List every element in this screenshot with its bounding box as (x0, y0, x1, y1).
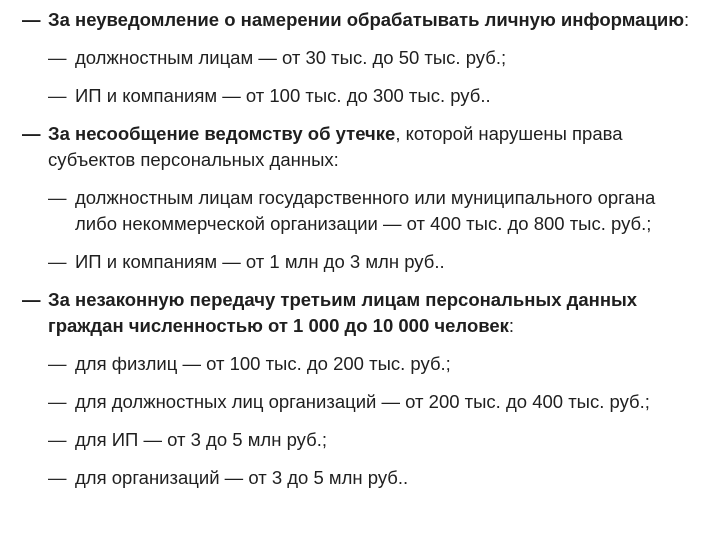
list-item-text (48, 7, 697, 33)
list-item-text (48, 121, 697, 173)
list-dash: — (22, 123, 41, 144)
sublist-item-text: должностным лицам государственного или муниципального органа либо некоммерческой организации — от 400 тыс. до 800 тыс. руб.; (75, 187, 656, 234)
sublist-item (0, 351, 711, 377)
sublist (0, 45, 711, 109)
sublist (0, 351, 711, 491)
list-item (0, 7, 711, 33)
list-group (0, 121, 711, 275)
list-item-bold-text: За незаконную передачу третьим лицам персональных данных граждан численностью от 1 000 до 10 000 человек (48, 289, 638, 336)
list-item-rest-text: , которой нарушены права субъектов персональных данных: (48, 123, 623, 170)
sublist-dash: — (48, 47, 67, 68)
sublist-item (0, 185, 711, 237)
sublist-item (0, 45, 711, 71)
sublist-item (0, 427, 711, 453)
list-item (0, 287, 711, 339)
sublist-dash: — (48, 251, 67, 272)
sublist-item (0, 83, 711, 109)
list-item-rest-text: : (508, 315, 515, 336)
list-dash: — (22, 289, 41, 310)
sublist-item-text: для должностных лиц организаций — от 200 тыс. до 400 тыс. руб.; (75, 391, 650, 412)
sublist-item-text: ИП и компаниям — от 1 млн до 3 млн руб.. (75, 251, 445, 272)
sublist-dash: — (48, 187, 67, 208)
sublist-item (0, 389, 711, 415)
list-item-text (48, 287, 697, 339)
sublist-item (0, 249, 711, 275)
list-item-bold-text: За несообщение ведомству об утечке (48, 123, 396, 144)
list-dash: — (22, 9, 41, 30)
sublist-item-text: для ИП — от 3 до 5 млн руб.; (75, 429, 327, 450)
sublist-item-text: для организаций — от 3 до 5 млн руб.. (75, 467, 409, 488)
sublist-dash: — (48, 391, 67, 412)
sublist-item-text: должностным лицам — от 30 тыс. до 50 тыс. руб.; (75, 47, 507, 68)
list-item (0, 121, 711, 173)
list-item-rest-text: : (684, 9, 690, 30)
sublist-dash: — (48, 467, 67, 488)
sublist-dash: — (48, 353, 67, 374)
list-group (0, 287, 711, 491)
list-group (0, 7, 711, 109)
sublist-item-text: для физлиц — от 100 тыс. до 200 тыс. руб.; (75, 353, 451, 374)
sublist-item (0, 465, 711, 491)
sublist-item-text: ИП и компаниям — от 100 тыс. до 300 тыс. руб.. (75, 85, 491, 106)
list-item-bold-text: За неуведомление о намерении обрабатывать личную информацию (48, 9, 685, 30)
sublist-dash: — (48, 429, 67, 450)
sublist (0, 185, 711, 275)
sublist-dash: — (48, 85, 67, 106)
